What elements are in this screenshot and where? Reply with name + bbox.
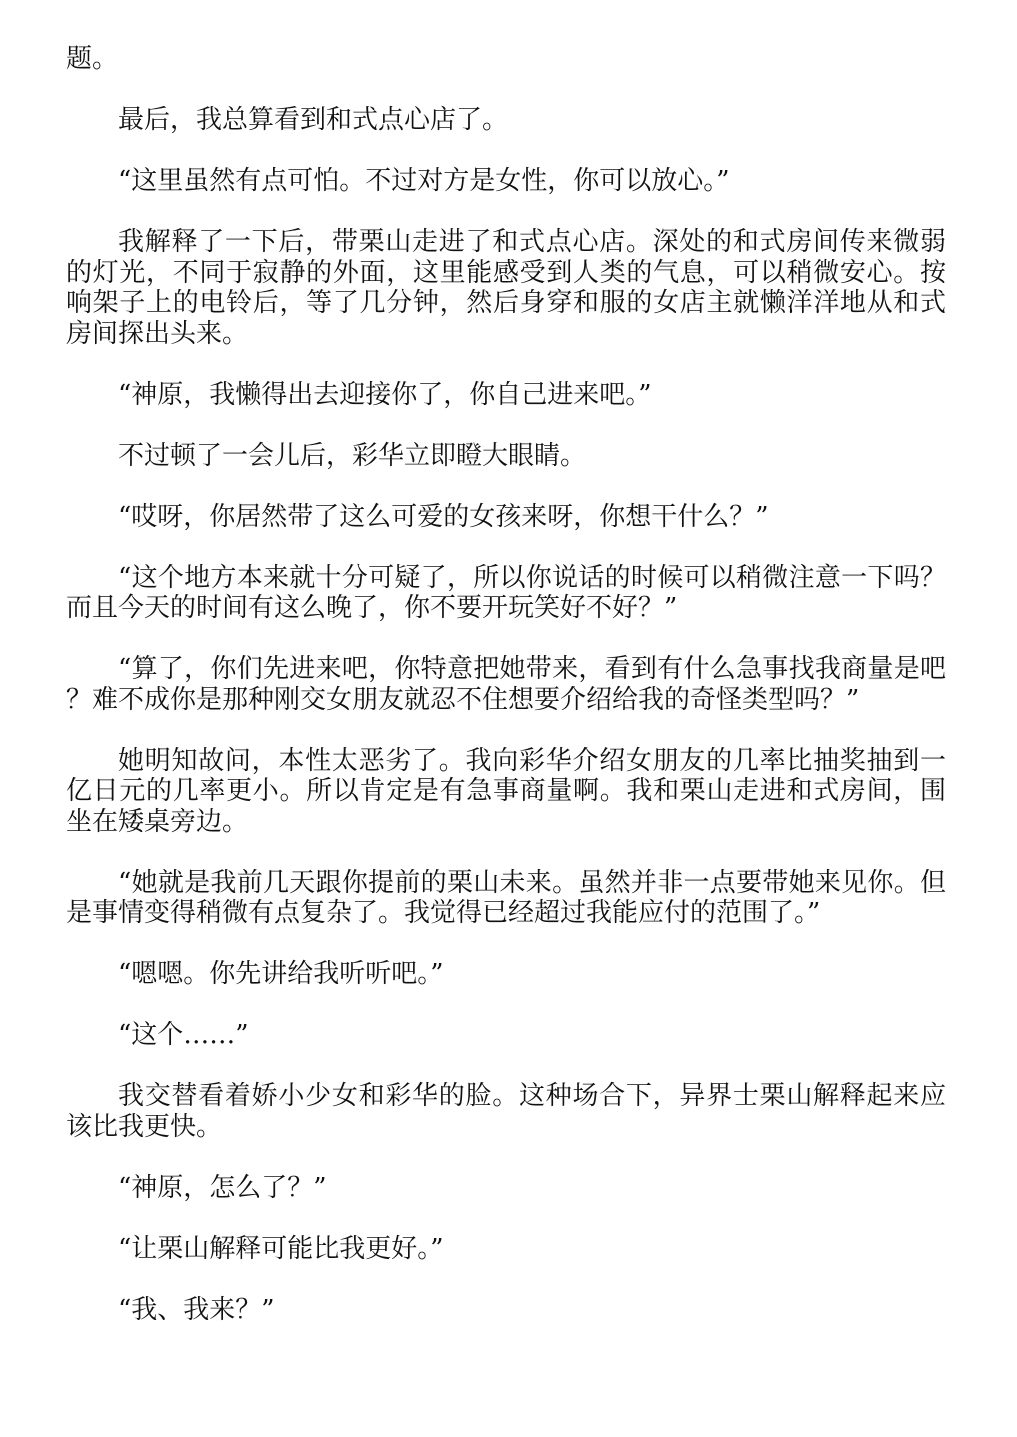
paragraph: “算了，你们先进来吧，你特意把她带来，看到有什么急事找我商量是吧？难不成你是那种刚交女朋友就忍不住想要介绍给我的奇怪类型吗？”: [66, 654, 946, 715]
paragraph: 不过顿了一会儿后，彩华立即瞪大眼睛。: [118, 440, 587, 471]
paragraph: 最后，我总算看到和式点心店了。: [118, 105, 509, 135]
paragraph: “神原，我懒得出去迎接你了，你自己进来吧。”: [118, 379, 652, 410]
paragraph: 我解释了一下后，带栗山走进了和式点心店。深处的和式房间传来微弱的灯光，不同于寂静的外面，这里能感受到人类的气息，可以稍微安心。按响架子上的电铃后，等了几分钟，然后身穿和服的女店主就懒洋洋地从和式房间探出头来。: [66, 227, 946, 349]
paragraph: “我、我来？”: [118, 1294, 275, 1325]
paragraph: 题。: [66, 44, 119, 74]
paragraph: “神原，怎么了？”: [118, 1172, 327, 1203]
paragraph: 我交替看着娇小少女和彩华的脸。这种场合下，异界士栗山解释起来应该比我更快。: [66, 1081, 946, 1142]
paragraph: “这个……”: [118, 1020, 249, 1050]
paragraph: “她就是我前几天跟你提前的栗山未来。虽然并非一点要带她来见你。但是事情变得稍微有点复杂了。我觉得已经超过我能应付的范围了。”: [66, 867, 946, 928]
body-text: [66, 44, 946, 1356]
paragraph: “让栗山解释可能比我更好。”: [118, 1233, 444, 1264]
paragraph: 她明知故问，本性太恶劣了。我向彩华介绍女朋友的几率比抽奖抽到一亿日元的几率更小。所以肯定是有急事商量啊。我和栗山走进和式房间，围坐在矮桌旁边。: [66, 745, 946, 837]
paragraph: “哎呀，你居然带了这么可爱的女孩来呀，你想干什么？”: [118, 501, 769, 532]
paragraph: “这里虽然有点可怕。不过对方是女性，你可以放心。”: [118, 166, 730, 196]
paragraph: “这个地方本来就十分可疑了，所以你说话的时候可以稍微注意一下吗？而且今天的时间有这么晚了，你不要开玩笑好不好？”: [66, 562, 946, 623]
paragraph: “嗯嗯。你先讲给我听听吧。”: [118, 959, 444, 989]
